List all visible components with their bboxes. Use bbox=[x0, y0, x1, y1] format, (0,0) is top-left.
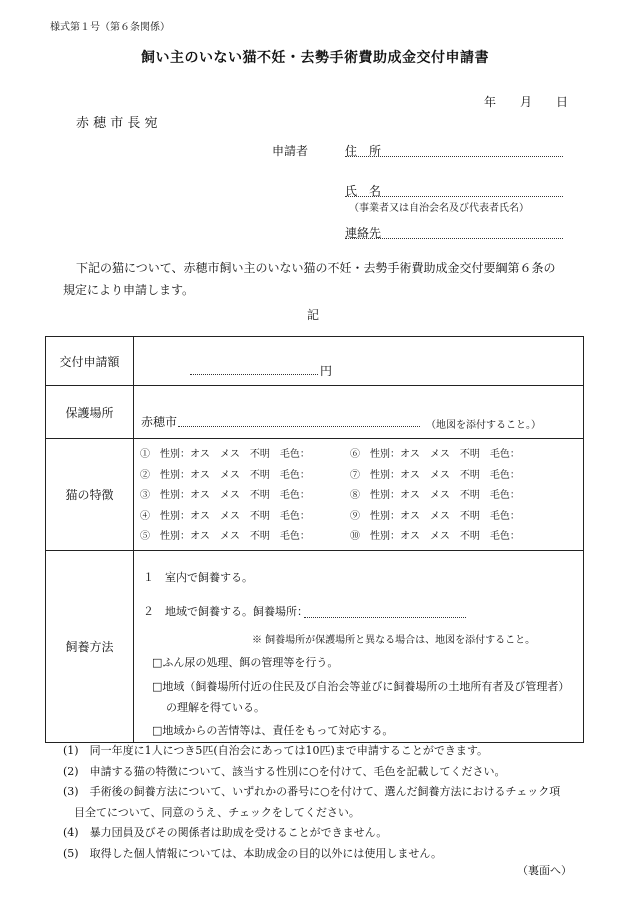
amount-unit: 円 bbox=[320, 364, 333, 378]
ki-label: 記 bbox=[307, 308, 320, 322]
method-place-field[interactable] bbox=[304, 617, 466, 618]
applicant-label: 申請者 bbox=[272, 144, 309, 158]
note-item-continued: 目全てについて、同意のうえ、チェックをしてください。 bbox=[74, 805, 360, 819]
cat-entry-4: ④ 性別：オス メス 不明 毛色： bbox=[140, 510, 310, 522]
date-day: 日 bbox=[556, 95, 569, 109]
name-label: 氏 名 bbox=[345, 184, 382, 198]
amount-row bbox=[46, 337, 584, 386]
method-note: ※ 飼養場所が保護場所と異なる場合は、地図を添付すること。 bbox=[252, 635, 536, 646]
name-note: （事業者又は自治会名及び代表者氏名） bbox=[349, 203, 529, 214]
cat-entry-9: ⑨ 性別：オス メス 不明 毛色： bbox=[350, 510, 520, 522]
cats-row bbox=[46, 439, 584, 551]
method-option-1[interactable]: １ 室内で飼養する。 bbox=[143, 571, 253, 584]
method-row bbox=[46, 551, 584, 743]
cats-label: 猫の特徴 bbox=[46, 439, 134, 551]
page-title: 飼い主のいない猫不妊・去勢手術費助成金交付申請書 bbox=[141, 50, 489, 66]
cat-entry-1: ① 性別：オス メス 不明 毛色： bbox=[140, 449, 310, 460]
name-field[interactable] bbox=[345, 196, 563, 197]
method-label: 飼養方法 bbox=[46, 551, 134, 743]
amount-field[interactable] bbox=[190, 374, 318, 375]
note-item: (4) 暴力団員及びその関係者は助成を受けることができません。 bbox=[63, 826, 388, 839]
contact-field[interactable] bbox=[345, 238, 563, 239]
amount-label: 交付申請額 bbox=[46, 337, 134, 386]
form-number: 様式第１号（第６条関係） bbox=[50, 22, 170, 33]
cat-entry-2: ② 性別：オス メス 不明 毛色： bbox=[140, 469, 310, 481]
note-item: (5) 取得した個人情報については、本助成金の目的以外には使用しません。 bbox=[63, 846, 443, 860]
community-consent-continued: の理解を得ている。 bbox=[166, 701, 265, 714]
cat-entry-10: ⑩ 性別：オス メス 不明 毛色： bbox=[350, 531, 520, 542]
cat-entry-3: ③ 性別：オス メス 不明 毛色： bbox=[140, 490, 310, 501]
intro-line-2: 規定により申請します。 bbox=[63, 283, 195, 297]
checkbox-complaint-handling[interactable]: □地域からの苦情等は、責任をもって対応する。 bbox=[152, 724, 394, 737]
location-field[interactable] bbox=[178, 426, 420, 427]
application-table bbox=[45, 336, 584, 743]
address-label: 住 所 bbox=[345, 144, 382, 158]
notes-list bbox=[63, 741, 560, 864]
addressee: 赤 穂 市 長 宛 bbox=[76, 116, 158, 131]
checkbox-waste-management[interactable]: □ふん尿の処理、餌の管理等を行う。 bbox=[152, 656, 339, 669]
intro-line-1: 下記の猫について、赤穂市飼い主のいない猫の不妊・去勢手術費助成金交付要綱第６条の bbox=[76, 261, 556, 275]
checkbox-community-consent[interactable]: □地域（飼養場所付近の住民及び自治会等並びに飼養場所の土地所有者及び管理者） bbox=[152, 680, 570, 693]
date-year: 年 bbox=[484, 95, 497, 109]
contact-label: 連絡先 bbox=[345, 226, 382, 240]
cat-entry-5: ⑤ 性別：オス メス 不明 毛色： bbox=[140, 531, 310, 542]
cat-entry-6: ⑥ 性別：オス メス 不明 毛色： bbox=[350, 449, 520, 460]
location-label: 保護場所 bbox=[46, 386, 134, 439]
address-field[interactable] bbox=[345, 156, 563, 157]
cat-entry-7: ⑦ 性別：オス メス 不明 毛色： bbox=[350, 469, 520, 481]
location-city: 赤穂市 bbox=[141, 415, 178, 429]
cats-left-column bbox=[140, 445, 310, 548]
method-option-2[interactable]: ２ 地域で飼養する。飼養場所： bbox=[143, 605, 308, 618]
note-item: (2) 申請する猫の特徴について、該当する性別に○を付けて、毛色を記載してください。 bbox=[63, 764, 506, 778]
location-row bbox=[46, 386, 584, 439]
overleaf-label: （裏面へ） bbox=[517, 864, 572, 877]
note-item: (1) 同一年度に1人につき5匹(自治会にあっては10匹)まで申請することができます。 bbox=[63, 744, 488, 757]
note-item: (3) 手術後の飼養方法について、いずれかの番号に○を付けて、選んだ飼養方法におけるチェック項 bbox=[63, 785, 561, 798]
location-note: （地図を添付すること。） bbox=[426, 420, 541, 431]
cats-right-column bbox=[350, 445, 520, 548]
cat-entry-8: ⑧ 性別：オス メス 不明 毛色： bbox=[350, 490, 520, 501]
date-month: 月 bbox=[520, 95, 533, 109]
